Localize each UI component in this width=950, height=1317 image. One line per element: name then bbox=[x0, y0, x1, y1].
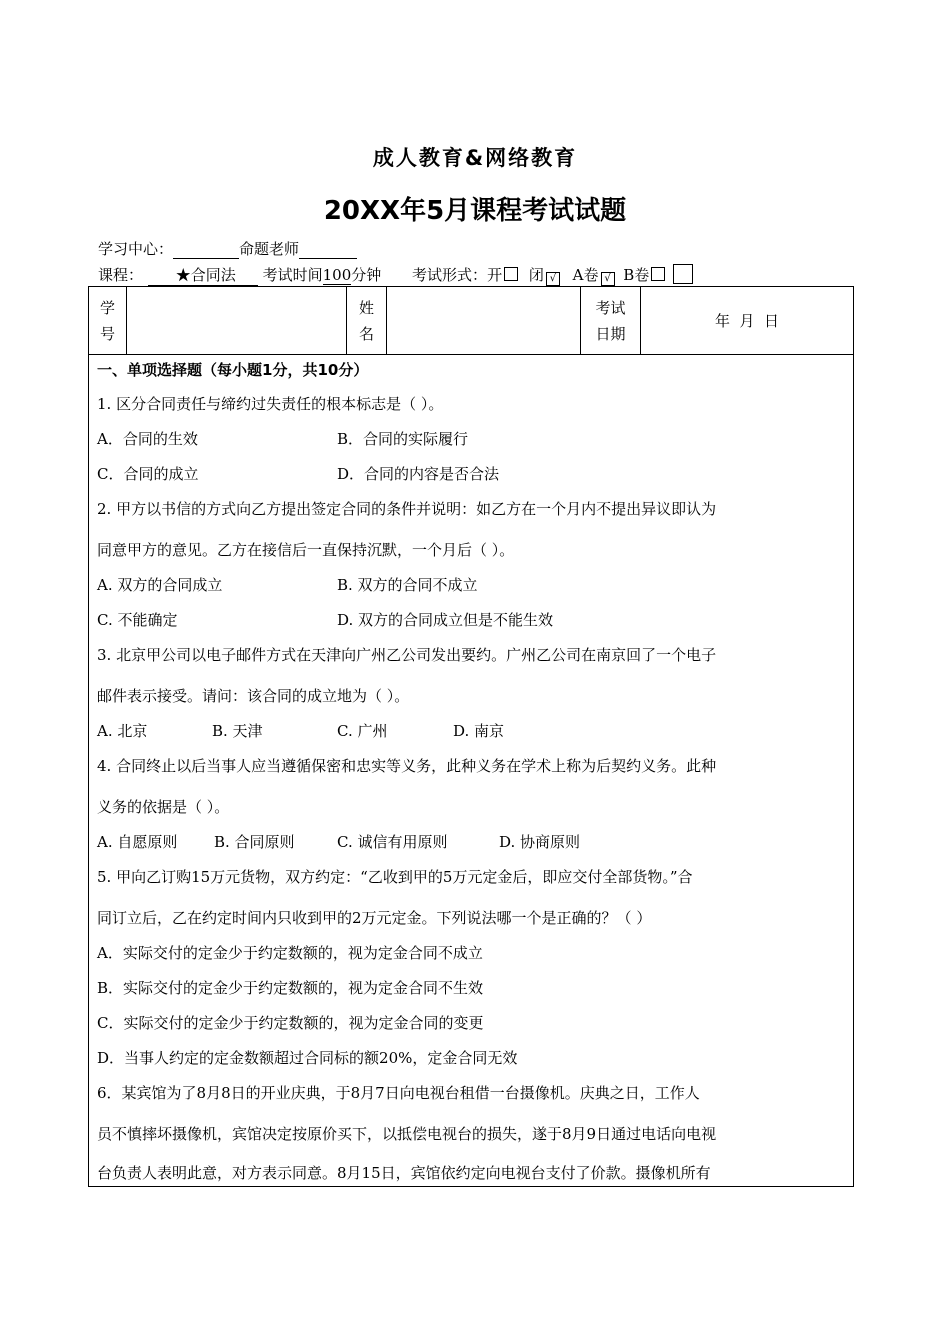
student-id-label-1: 学 bbox=[99, 298, 115, 317]
center-label: 学习中心： bbox=[98, 240, 174, 258]
q2-stem-line2: 同意甲方的意见。乙方在接信后一直保持沉默，一个月后（ ）。 bbox=[97, 541, 515, 559]
q3-option-c: C. 广州 bbox=[337, 722, 388, 740]
org-title: 成人教育&网络教育 bbox=[372, 146, 578, 170]
student-id-label-cell bbox=[89, 287, 127, 354]
q6-stem-line1: 6．某宾馆为了8月8日的开业庆典，于8月7日向电视台租借一台摄像机。庆典之日，工作人 bbox=[97, 1084, 700, 1102]
name-label-cell bbox=[347, 287, 387, 354]
q5-stem-line1: 5. 甲向乙订购15万元货物，双方约定：“乙收到甲的5万元定金后，即应交付全部货物。”合 bbox=[97, 868, 693, 886]
q2-option-a: A. 双方的合同成立 bbox=[97, 576, 223, 594]
info-line-center bbox=[98, 238, 357, 259]
paper-a-checkbox[interactable]: √ bbox=[601, 272, 615, 286]
date-value-cell[interactable] bbox=[641, 287, 853, 354]
q1-option-d: D．合同的内容是否合法 bbox=[337, 465, 500, 483]
section-title: 一、单项选择题（每小题1分，共10分） bbox=[97, 361, 369, 379]
name-label-1: 姓 bbox=[358, 298, 374, 317]
q1-stem: 1. 区分合同责任与缔约过失责任的根本标志是（ ）。 bbox=[97, 395, 444, 413]
q3-stem-line1: 3. 北京甲公司以电子邮件方式在天津向广州乙公司发出要约。广州乙公司在南京回了一个电子 bbox=[97, 646, 717, 664]
q3-stem-line2: 邮件表示接受。请问：该合同的成立地为（ ）。 bbox=[97, 687, 410, 705]
extra-checkbox[interactable] bbox=[673, 264, 693, 284]
paper-b-label: B卷 bbox=[623, 266, 650, 284]
q2-option-d: D. 双方的合同成立但是不能生效 bbox=[337, 611, 554, 629]
q2-option-c: C. 不能确定 bbox=[97, 611, 178, 629]
date-label-1: 考试 bbox=[595, 298, 626, 317]
q3-option-d: D. 南京 bbox=[453, 722, 505, 740]
student-id-label-2: 号 bbox=[99, 324, 115, 343]
paper-b-checkbox[interactable] bbox=[651, 267, 665, 281]
time-unit: 分钟 bbox=[351, 266, 382, 284]
q4-option-b: B. 合同原则 bbox=[214, 833, 295, 851]
closed-checkbox[interactable]: √ bbox=[546, 272, 560, 286]
header-row bbox=[89, 287, 853, 355]
q4-option-a: A. 自愿原则 bbox=[97, 833, 178, 851]
open-checkbox[interactable] bbox=[504, 267, 518, 281]
q6-stem-line2: 员不慎摔坏摄像机，宾馆决定按原价买下，以抵偿电视台的损失，遂于8月9日通过电话向电视 bbox=[97, 1125, 717, 1143]
form-label: 考试形式： bbox=[412, 266, 488, 284]
q5-option-b: B．实际交付的定金少于约定数额的，视为定金合同不生效 bbox=[97, 979, 484, 997]
q1-option-c: C．合同的成立 bbox=[97, 465, 199, 483]
paper-a-label: A卷 bbox=[572, 266, 599, 284]
q5-stem-line2: 同订立后，乙在约定时间内只收到甲的2万元定金。下列说法哪一个是正确的？（ ） bbox=[97, 909, 652, 927]
q5-option-a: A．实际交付的定金少于约定数额的，视为定金合同不成立 bbox=[97, 944, 483, 962]
q5-option-d: D．当事人约定的定金数额超过合同标的额20%，定金合同无效 bbox=[97, 1049, 518, 1067]
time-label: 考试时间 bbox=[262, 266, 323, 284]
time-value: 100 bbox=[322, 266, 352, 284]
date-label-2: 日期 bbox=[595, 324, 626, 343]
teacher-blank[interactable] bbox=[299, 242, 357, 259]
date-label-cell bbox=[581, 287, 641, 354]
q4-option-c: C. 诚信有用原则 bbox=[337, 833, 448, 851]
q2-option-b: B. 双方的合同不成立 bbox=[337, 576, 478, 594]
center-blank[interactable] bbox=[173, 242, 239, 259]
q4-option-d: D. 协商原则 bbox=[499, 833, 581, 851]
q1-option-b: B．合同的实际履行 bbox=[337, 430, 469, 448]
info-line-course bbox=[98, 264, 693, 286]
q4-stem-line2: 义务的依据是（ ）。 bbox=[97, 798, 230, 816]
course-name: ★合同法 bbox=[148, 264, 258, 286]
name-input-cell[interactable] bbox=[387, 287, 581, 354]
closed-label: 闭 bbox=[528, 266, 544, 284]
q4-stem-line1: 4. 合同终止以后当事人应当遵循保密和忠实等义务，此种义务在学术上称为后契约义务。此种 bbox=[97, 757, 717, 775]
date-value: 年 月 日 bbox=[714, 311, 780, 330]
course-label: 课程： bbox=[98, 266, 144, 284]
q6-stem-line3: 台负责人表明此意，对方表示同意。8月15日，宾馆依约定向电视台支付了价款。摄像机所有 bbox=[97, 1164, 711, 1182]
name-label-2: 名 bbox=[358, 324, 374, 343]
q2-stem-line1: 2. 甲方以书信的方式向乙方提出签定合同的条件并说明：如乙方在一个月内不提出异议即认为 bbox=[97, 500, 717, 518]
teacher-label: 命题老师 bbox=[239, 240, 300, 258]
student-id-input-cell[interactable] bbox=[127, 287, 347, 354]
exam-title: 20XX年5月课程考试试题 bbox=[323, 196, 627, 226]
q3-option-b: B. 天津 bbox=[212, 722, 263, 740]
q3-option-a: A. 北京 bbox=[97, 722, 148, 740]
q5-option-c: C．实际交付的定金少于约定数额的，视为定金合同的变更 bbox=[97, 1014, 484, 1032]
q1-option-a: A．合同的生效 bbox=[97, 430, 198, 448]
exam-frame bbox=[88, 286, 854, 1187]
open-label: 开 bbox=[487, 266, 503, 284]
